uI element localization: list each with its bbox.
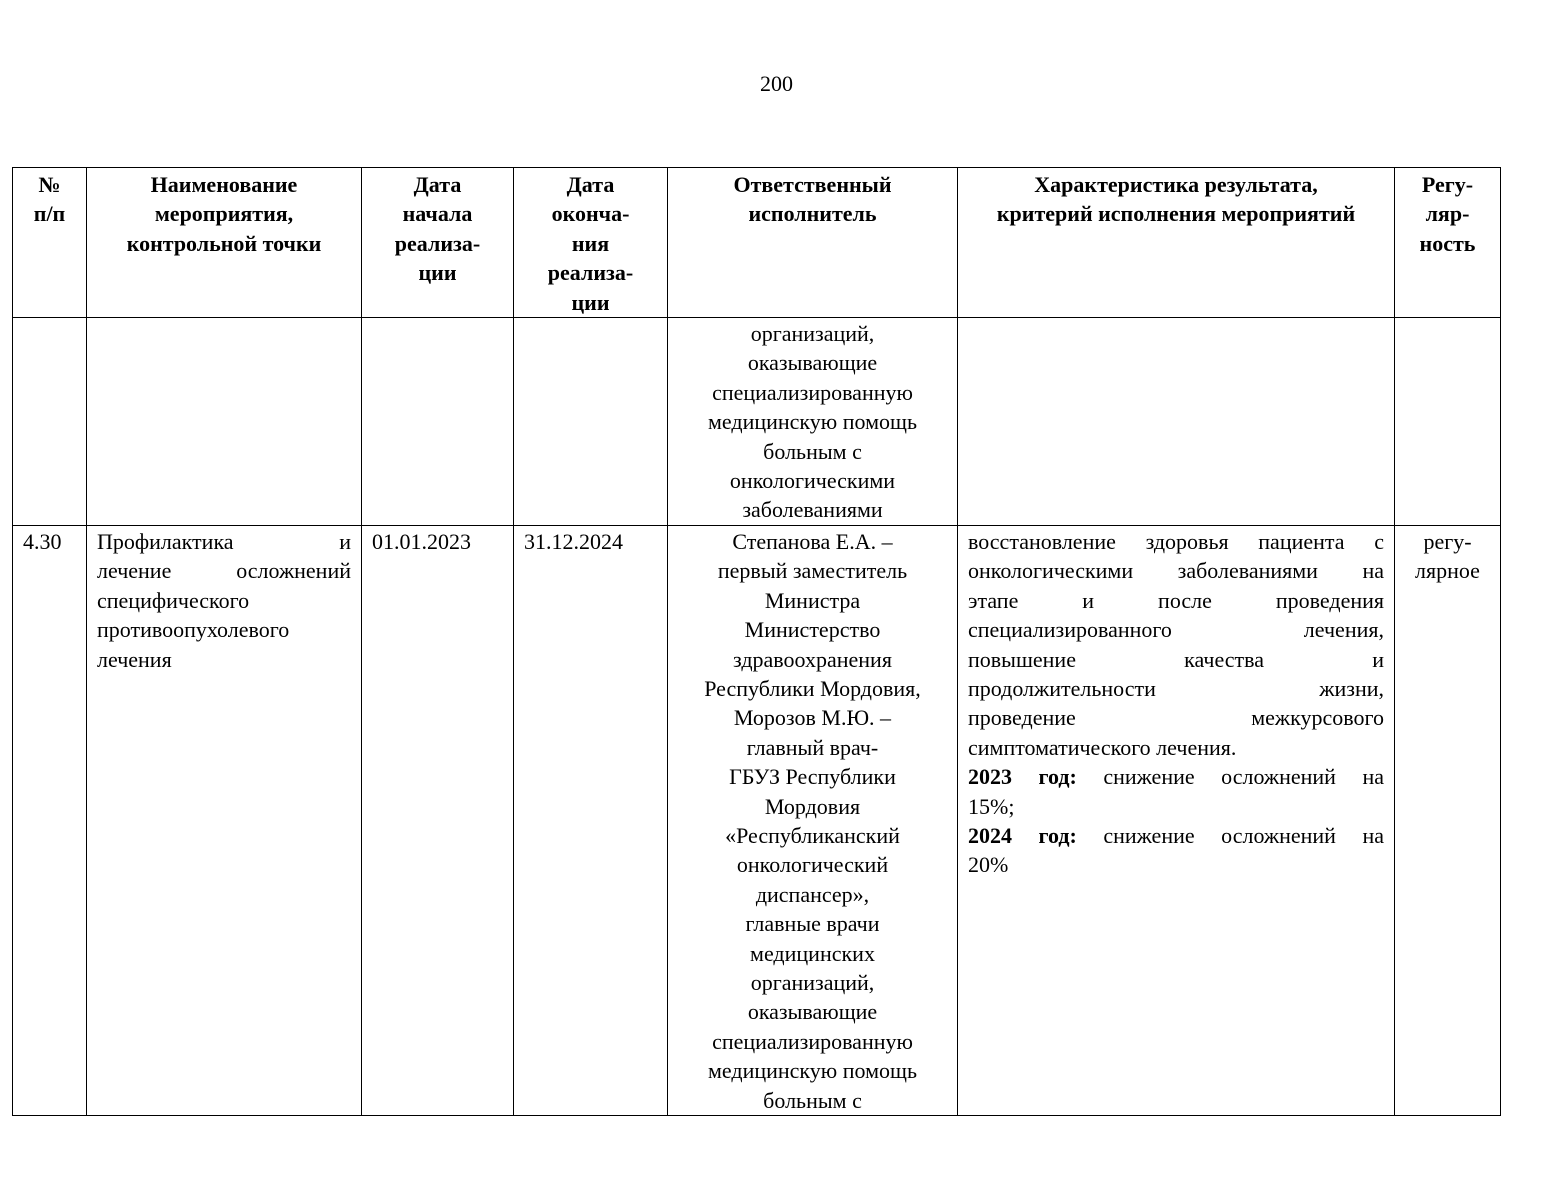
header-number: № п/п	[13, 168, 87, 318]
header-responsible: Ответственный исполнитель	[668, 168, 958, 318]
cell-start-date: 01.01.2023	[362, 525, 514, 1115]
cell-number-empty	[13, 318, 87, 526]
result-2023: 2023 год: снижение осложнений на	[968, 764, 1385, 790]
table-row	[13, 525, 1501, 1115]
header-regularity: Регу- ляр- ность	[1395, 168, 1501, 318]
measures-table	[12, 167, 1501, 1116]
result-2024: 2024 год: снижение осложнений на	[968, 822, 1385, 848]
header-name: Наименование мероприятия, контрольной точки	[87, 168, 362, 318]
cell-responsible-continued: организаций, оказывающие специализированную медицинскую помощь больным с онкологическими заболеваниями	[668, 318, 958, 526]
cell-end-date: 31.12.2024	[514, 525, 668, 1115]
cell-number: 4.30	[13, 525, 87, 1115]
cell-name-empty	[87, 318, 362, 526]
cell-result-empty	[958, 318, 1395, 526]
header-start-date: Дата начала реализа- ции	[362, 168, 514, 318]
cell-regularity: регу- лярное	[1395, 525, 1501, 1115]
table-row-continuation	[13, 318, 1501, 526]
page-number: 200	[760, 71, 793, 96]
cell-measure-name: Профилактика и лечение осложнений специфического противоопухолевого лечения	[87, 525, 362, 1115]
table-header-row	[13, 168, 1501, 318]
cell-result: восстановление здоровья пациента с онкологическими заболеваниями на этапе и после проведения специализированного лечения, повышение качества и продолжительности жизни, проведение межкурсового симптоматического лечения. 2023 год: снижение осложнений на 15%; 2024 год: снижение осложнений на 20%	[958, 525, 1395, 1115]
cell-regularity-empty	[1395, 318, 1501, 526]
header-end-date: Дата оконча- ния реализа- ции	[514, 168, 668, 318]
cell-responsible: Степанова Е.А. – первый заместитель Министра Министерство здравоохранения Республики Мордовия, Морозов М.Ю. – главный врач- ГБУЗ Республики Мордовия «Республиканский онкологический диспансер», главные врачи медицинских организаций, оказывающие специализированную медицинскую помощь больным с	[668, 525, 958, 1115]
cell-start-date-empty	[362, 318, 514, 526]
header-result: Характеристика результата, критерий исполнения мероприятий	[958, 168, 1395, 318]
cell-end-date-empty	[514, 318, 668, 526]
